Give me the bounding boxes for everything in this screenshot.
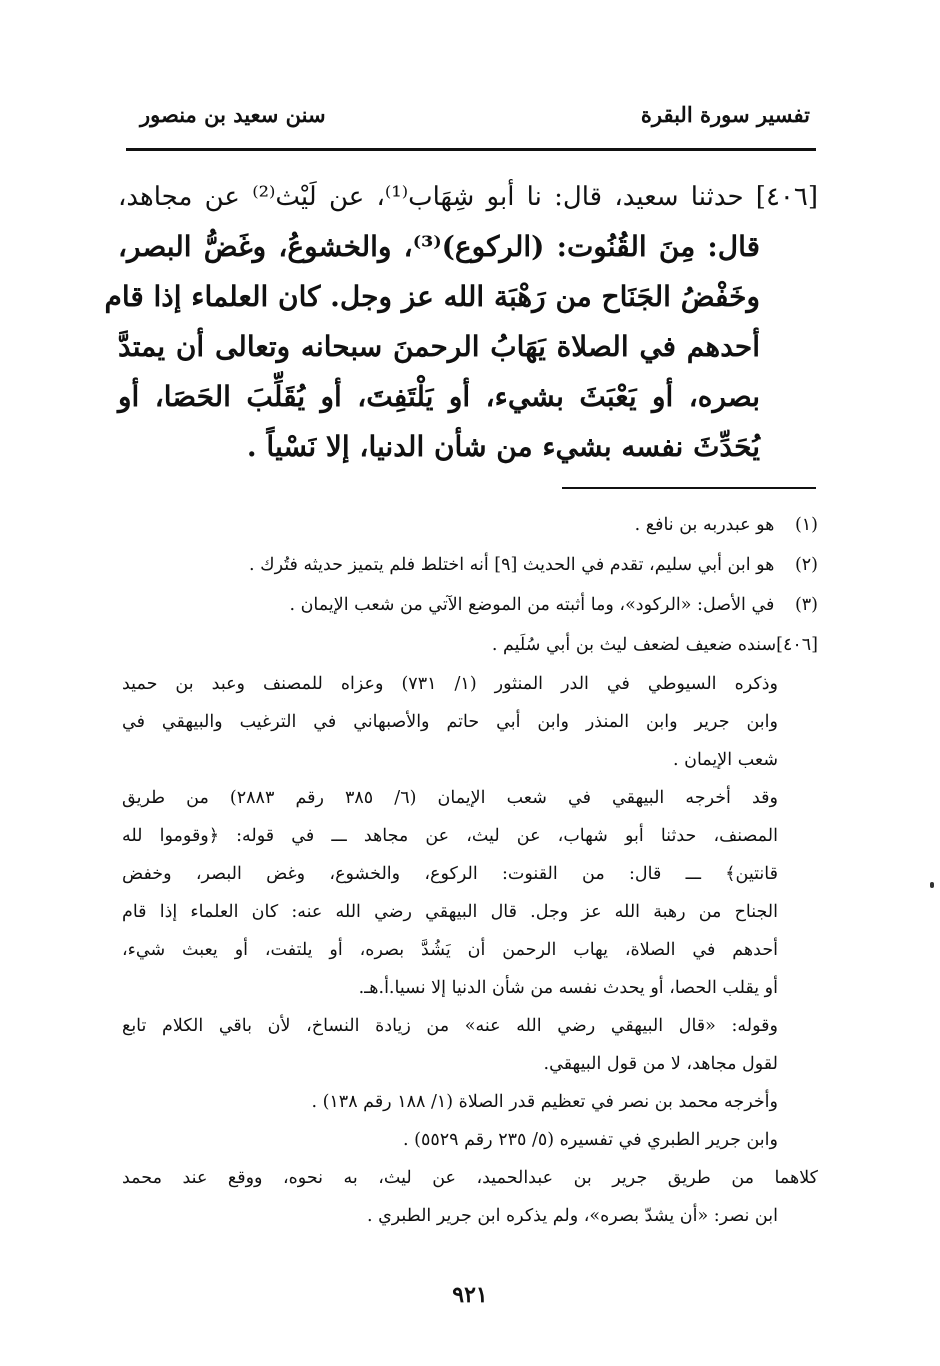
footnotes-section <box>122 505 818 1235</box>
commentary-line: أو يقلب الحصا، أو يحدث نفسه من شأن الدنيا إلا نسيا.أ.هـ. <box>358 978 778 998</box>
commentary-line: أحدهم في الصلاة، يهاب الرحمن أن يَشُدَّ بصره، أو يلتفت، أو يعبث شيء، <box>122 940 778 960</box>
footnote <box>122 625 818 665</box>
hadith-line: قال: مِنَ القُنُوت: (الركوع)⁽³⁾، والخشوعُ، وغَضُّ البصر، <box>118 230 760 263</box>
commentary-line: كلاهما من طريق جرير بن عبدالحميد، عن ليث، به نحوه، ووقع عند محمد <box>122 1168 818 1188</box>
footnote-text: سنده ضعيف لضعف ليث بن أبي سُلَيم . <box>491 635 777 655</box>
commentary-line: الجناح من رهبة الله عز وجل. قال البيهقي رضي الله عنه: كان العلماء إذا قام <box>122 902 778 922</box>
commentary-line: لقول مجاهد، لا من قول البيهقي. <box>543 1054 778 1074</box>
hadith-line: أحدهم في الصلاة يَهَابُ الرحمنَ سبحانه وتعالى أن يمتدَّ <box>118 330 760 363</box>
hadith-line: بصره، أو يَعْبَثَ بشيء، أو يَلْتَفِتَ، أو يُقَلِّبَ الحَصَا، أو <box>118 380 760 413</box>
footnote <box>122 505 818 545</box>
footnote-number: [٤٠٦] <box>776 635 818 655</box>
hadith-line: يُحَدِّثَ نفسه بشيء من شأن الدنيا، إلا نَسْياً . <box>246 430 760 463</box>
commentary-paragraph <box>122 1121 818 1159</box>
commentary-line: وابن جرير الطبري في تفسيره (٥/ ٢٣٥ رقم ٥٥٢٩) . <box>403 1130 778 1150</box>
footnote <box>122 545 818 585</box>
commentary-paragraph <box>122 779 818 1007</box>
hadith-text <box>104 172 818 472</box>
commentary-line: ابن نصر: «أن يشدّ بصره»، ولم يذكره ابن جرير الطبري . <box>366 1206 778 1226</box>
commentary-paragraph <box>122 1007 818 1083</box>
commentary-line: وقد أخرجه البيهقي في شعب الإيمان (٦/ ٣٨٥ رقم ٢٨٨٣) من طريق <box>122 788 778 808</box>
footnote-text: في الأصل: «الركود»، وما أثبته من الموضع الآتي من شعب الإيمان . <box>289 595 775 615</box>
commentary-line: وذكره السيوطي في الدر المنثور (١/ ٧٣١) وعزاه للمصنف وعبد بن حميد <box>122 674 778 694</box>
commentary-paragraph <box>122 665 818 779</box>
scan-mark <box>930 882 934 888</box>
footnote-text: هو عبدربه بن نافع . <box>634 515 775 535</box>
footnote-text: هو ابن أبي سليم، تقدم في الحديث [٩] أنه اختلط فلم يتميز حديثه فتُرك . <box>249 555 775 575</box>
hadith-line: [٤٠٦] حدثنا سعيد، قال: نا أبو شِهَاب⁽¹⁾، عن لَيْث⁽²⁾ عن مجاهد، <box>118 182 818 212</box>
hadith-line: وخَفْضُ الجَنَاح من رَهْبَة الله عز وجل. كان العلماء إذا قام <box>104 280 760 313</box>
footnote <box>122 585 818 625</box>
running-head-book: سنن سعيد بن منصور <box>140 102 326 127</box>
commentary-line: وابن جرير وابن المنذر وابن أبي حاتم والأصبهاني في الترغيب والبيهقي في <box>122 712 778 732</box>
footnote-number: (٣) <box>794 595 818 615</box>
footnote-rule <box>562 487 816 489</box>
commentary-line: شعب الإيمان . <box>673 750 778 770</box>
footnote-number: (١) <box>794 515 818 535</box>
commentary-line: المصنف، حدثنا أبو شهاب، عن ليث، عن مجاهد ـــ في قوله: ﴿وقوموا لله <box>122 826 778 846</box>
footnote-number: (٢) <box>794 555 818 575</box>
commentary-line: وقوله: «قال البيهقي رضي الله عنه» من زيادة النساخ، لأن باقي الكلام تابع <box>122 1016 778 1036</box>
commentary-line: قانتين﴾ ـــ قال: من القنوت: الركوع، والخشوع، وغض البصر، وخفض <box>122 864 778 884</box>
commentary-paragraph <box>122 1083 818 1121</box>
commentary-line: وأخرجه محمد بن نصر في تعظيم قدر الصلاة (١/ ١٨٨ رقم ١٣٨) . <box>311 1092 778 1112</box>
commentary-paragraph <box>122 1159 818 1235</box>
header-rule <box>126 148 816 151</box>
running-head-surah: تفسير سورة البقرة <box>640 102 810 127</box>
page-number: ٩٢١ <box>452 1282 488 1308</box>
